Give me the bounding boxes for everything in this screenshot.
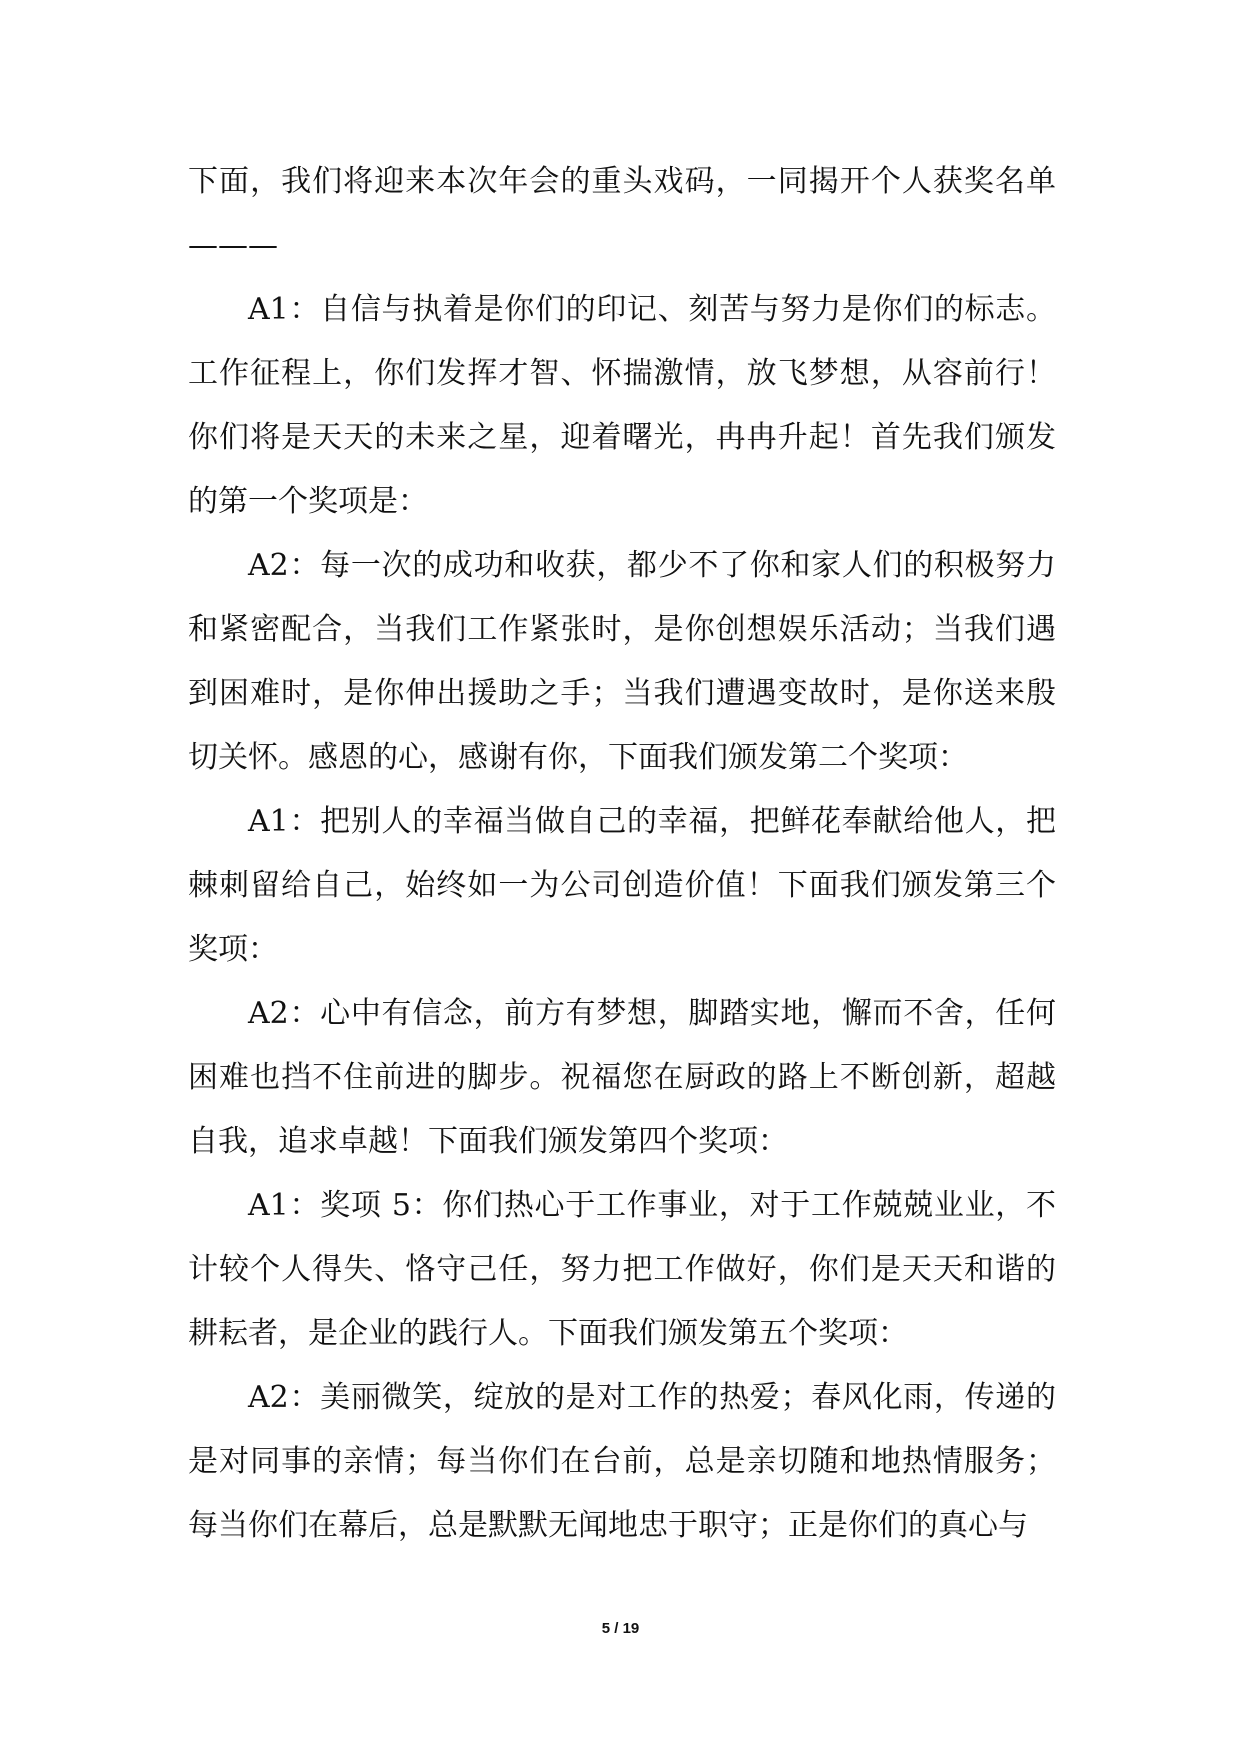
paragraph-intro: 下面，我们将迎来本次年会的重头戏码，一同揭开个人获奖名单———: [188, 164, 1056, 263]
body-text: [188, 150, 1056, 1558]
paragraph-a1-third: A1：把别人的幸福当做自己的幸福，把鲜花奉献给他人，把棘刺留给自己，始终如一为公司创造价值！下面我们颁发第三个奖项：: [188, 804, 1056, 967]
paragraph-a1-fifth: A1：奖项 5：你们热心于工作事业，对于工作兢兢业业，不计较个人得失、恪守己任，努力把工作做好，你们是天天和谐的耕耘者，是企业的践行人。下面我们颁发第五个奖项：: [188, 1188, 1056, 1351]
page-number: 5 / 19: [601, 1620, 640, 1637]
paragraph-a1-first: A1：自信与执着是你们的印记、刻苦与努力是你们的标志。工作征程上，你们发挥才智、怀揣激情，放飞梦想，从容前行！你们将是天天的未来之星，迎着曙光，冉冉升起！首先我们颁发的第一个奖项是：: [188, 292, 1056, 519]
paragraph-a2-sixth: A2：美丽微笑，绽放的是对工作的热爱；春风化雨，传递的是对同事的亲情；每当你们在台前，总是亲切随和地热情服务；每当你们在幕后，总是默默无闻地忠于职守；正是你们的真心与: [188, 1380, 1056, 1543]
paragraph-a2-fourth: A2：心中有信念，前方有梦想，脚踏实地，懈而不舍，任何困难也挡不住前进的脚步。祝福您在厨政的路上不断创新，超越自我，追求卓越！下面我们颁发第四个奖项：: [188, 996, 1056, 1159]
paragraph-a2-second: A2：每一次的成功和收获，都少不了你和家人们的积极努力和紧密配合，当我们工作紧张时，是你创想娱乐活动；当我们遇到困难时，是你伸出援助之手；当我们遭遇变故时，是你送来殷切关怀。感恩的心，感谢有你，下面我们颁发第二个奖项：: [188, 548, 1056, 775]
